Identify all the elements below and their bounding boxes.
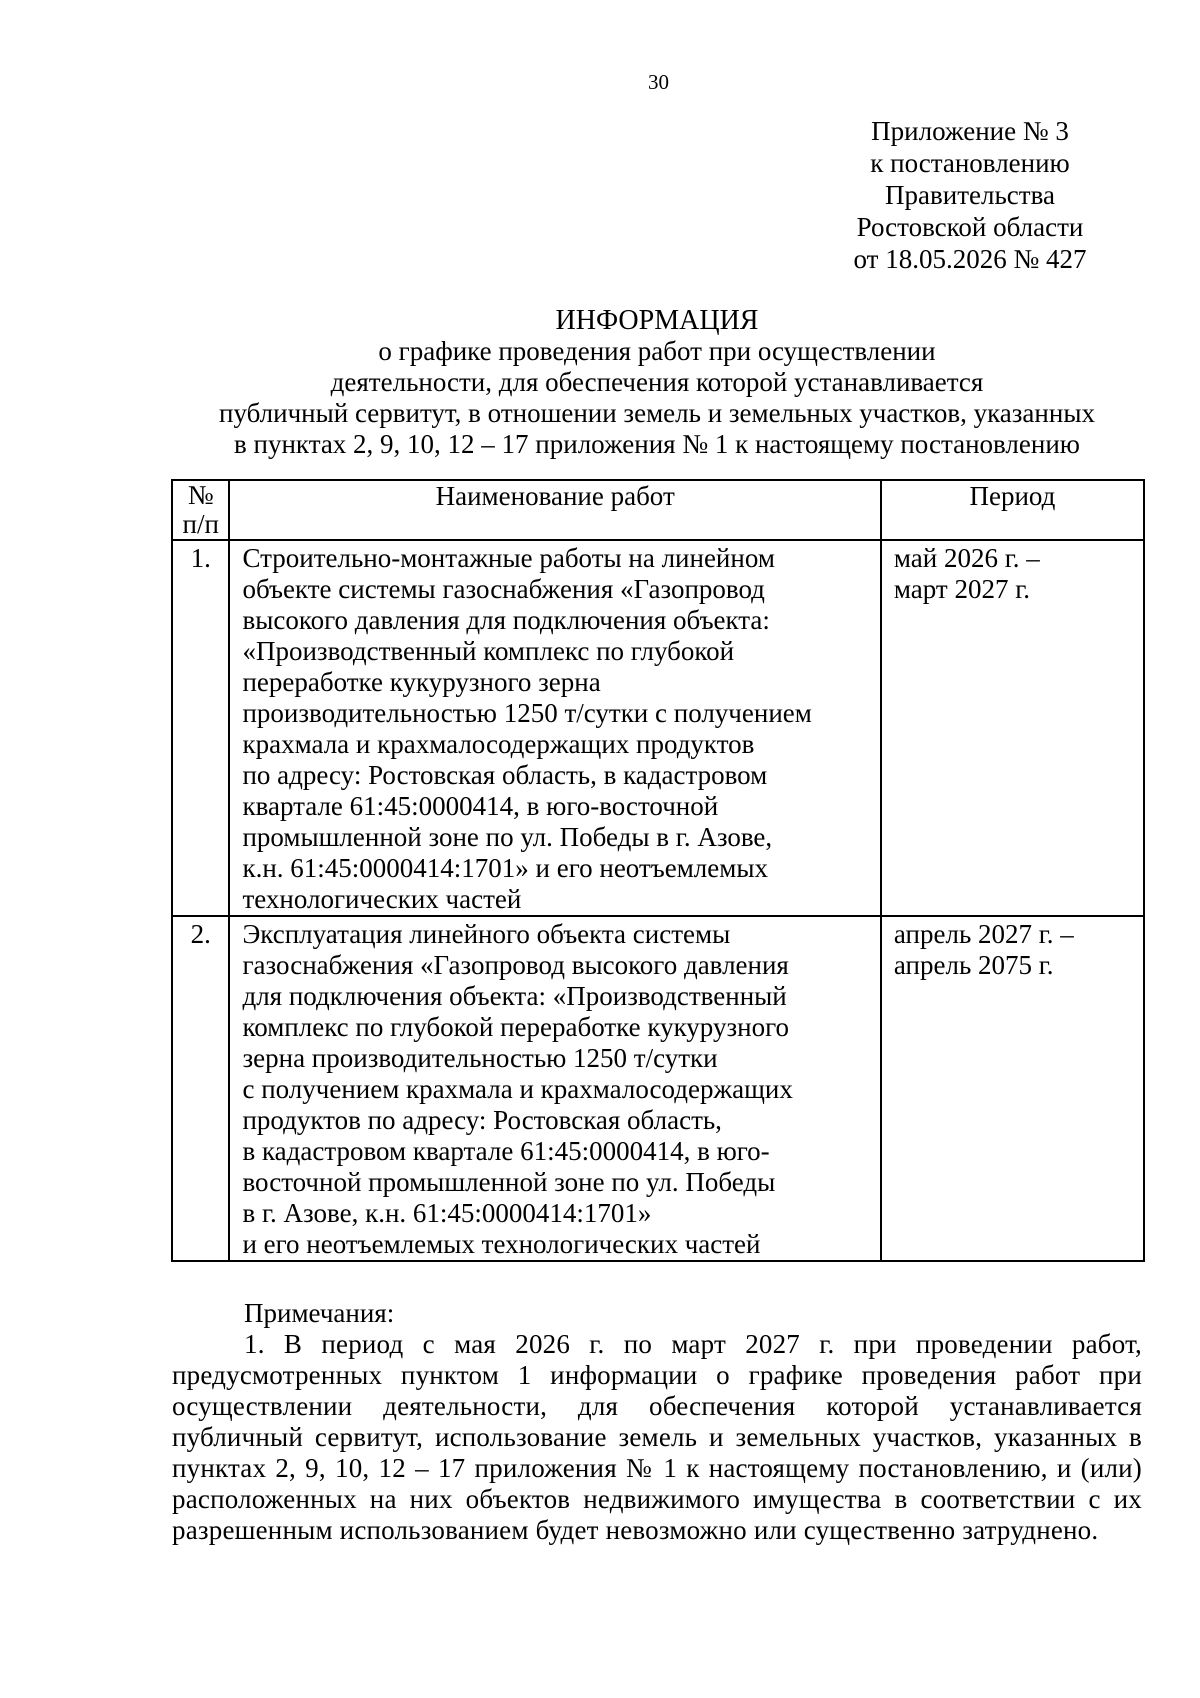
table-row — [172, 916, 1144, 1261]
row-number: 1. — [172, 540, 229, 916]
appendix-line: Приложение № 3 — [871, 116, 1069, 146]
appendix-reference — [820, 115, 1120, 275]
header-period: Период — [881, 480, 1144, 540]
work-name-cell: Эксплуатация линейного объекта системы газоснабжения «Газопровод высокого давления для подключения объекта: «Производственный комплекс по глубокой переработке кукурузного зерна производительностью 1250 т/сутки с получением крахмала и крахмалосодержащих продуктов по адресу: Ростовская область, в кадастровом квартале 61:45:0000414, в юго- восточной промышленной зоне по ул. Победы в г. Азове, к.н. 61:45:0000414:1701» и его неотъемлемых технологических частей — [229, 916, 880, 1261]
document-subtitle-line: деятельности, для обеспечения которой устанавливается — [330, 367, 984, 397]
appendix-line: к постановлению — [870, 148, 1070, 178]
document-subtitle-line: в пунктах 2, 9, 10, 12 – 17 приложения № 1 к настоящему постановлению — [234, 429, 1080, 459]
appendix-line: Ростовской области — [856, 212, 1084, 242]
table-header-row — [172, 480, 1144, 540]
notes-section — [172, 1298, 1142, 1546]
page-number: 30 — [648, 70, 669, 94]
table-row — [172, 540, 1144, 916]
notes-title: Примечания: — [244, 1298, 395, 1328]
row-number: 2. — [172, 916, 229, 1261]
document-subtitle-line: о графике проведения работ при осуществлении — [378, 336, 936, 366]
document-title: ИНФОРМАЦИЯ — [555, 305, 759, 336]
header-number: № п/п — [172, 480, 229, 540]
period-cell: апрель 2027 г. – апрель 2075 г. — [881, 916, 1144, 1261]
period-cell: май 2026 г. – март 2027 г. — [881, 540, 1144, 916]
appendix-line: Правительства — [885, 180, 1055, 210]
header-work-name: Наименование работ — [229, 480, 880, 540]
works-schedule-table — [171, 479, 1145, 1262]
appendix-line: от 18.05.2026 № 427 — [853, 244, 1087, 274]
note-paragraph: 1. В период с мая 2026 г. по март 2027 г. при проведении работ, предусмотренных пунктом 1 информации о графике проведения работ при осуществлении деятельности, для обеспечения которой устанавливается публичный сервитут, использование земель и земельных участков, указанных в пунктах 2, 9, 10, 12 – 17 приложения № 1 к настоящему постановлению, и (или) расположенных на них объектов недвижимого имущества в соответствии с их разрешенным использованием будет невозможно или существенно затруднено. — [172, 1329, 1142, 1545]
document-subtitle-line: публичный сервитут, в отношении земель и земельных участков, указанных — [219, 398, 1095, 428]
work-name-cell: Строительно-монтажные работы на линейном объекте системы газоснабжения «Газопровод высокого давления для подключения объекта: «Производственный комплекс по глубокой переработке кукурузного зерна производительностью 1250 т/сутки с получением крахмала и крахмалосодержащих продуктов по адресу: Ростовская область, в кадастровом квартале 61:45:0000414, в юго-восточной промышленной зоне по ул. Победы в г. Азове, к.н. 61:45:0000414:1701» и его неотъемлемых технологических частей — [229, 540, 880, 916]
document-heading — [172, 305, 1142, 460]
